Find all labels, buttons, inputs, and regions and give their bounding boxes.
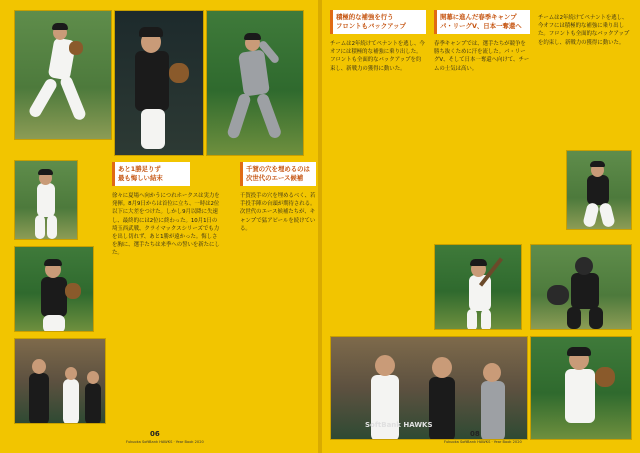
headline-box-front <box>330 10 426 34</box>
batter-photo <box>14 160 78 240</box>
team-event-photo <box>14 338 106 424</box>
body-text-front: チームは2年続けてペナントを逃し、今オフには積極的な補強に乗り出した。フロントも全面的なバックアップを約束し、新戦力の獲得に動いた。 <box>330 41 425 72</box>
pitcher-windup-photo <box>114 10 204 156</box>
headline-ace-line2: 次世代のエース候補 <box>246 173 304 182</box>
headline-box-ace <box>240 162 316 186</box>
body-text-column: 徐々に夏場へ向かうにつれホークスは実力を発揮。8月9日からは首位に立ち、一時は2位以下に大差をつけた。しかし9月以降に失速し、最終的には2位に終わった。10月1日の埼玉西武戦、クライマックスシリーズでも力を出し切れず、あと1勝が遠かった。悔しさを胸に、選手たちは来季への誓いを新たにした。 <box>112 193 220 257</box>
catch-celebration-photo <box>530 336 632 440</box>
headline-front-line2: フロントもバックアップ <box>336 21 406 30</box>
headline-ace-line1: 千賀の穴を埋めるのは <box>246 165 310 173</box>
pitcher-glove-photo <box>14 246 94 332</box>
fielder-crouch-photo <box>566 150 632 230</box>
body-text-camp: 春季キャンプでは、選手たちが競争を勝ち抜くために汗を流した。パ・リーグV、そして日本一奪還へ向けて、チームの士気は高い。 <box>434 41 530 72</box>
headline-camp-line1: 開幕に進んだ春季キャンプ <box>440 13 517 21</box>
batter-swing-photo <box>434 244 522 330</box>
headline-line2: 最も悔しい結末 <box>118 173 163 182</box>
page-number-left: 06 <box>150 430 160 438</box>
jersey-lettering: SoftBank HAWKS <box>365 421 433 429</box>
body-text-right-top: チームは2年続けてペナントを逃し、今オフには積極的な補強に乗り出した。フロントも全面的なバックアップを約束し、新戦力の獲得に動いた。 <box>538 15 630 46</box>
pitcher-gray-uniform-photo <box>206 10 304 156</box>
body-text-ace: 千賀投手の穴を埋めるべく、若手投手陣の台頭が期待される。次世代のエース候補たちが、キャンプで猛アピールを続けている。 <box>240 193 316 232</box>
page-number-right: 08 <box>470 430 480 438</box>
headline-box-camp <box>434 10 530 34</box>
headline-front-line1: 積極的な補強を行う <box>336 13 394 21</box>
headline-camp-line2: パ・リーグV、日本一奪還へ <box>440 21 522 30</box>
fan-interaction-photo <box>330 336 528 440</box>
pitcher-throwing-photo <box>14 10 112 140</box>
headline-line1: あと1勝足りず <box>118 165 161 173</box>
page-gutter <box>318 0 322 453</box>
footer-right: Fukuoka SoftBank HAWKS · Year Book 2020 <box>444 440 522 444</box>
headline-box <box>112 162 190 186</box>
catcher-photo <box>530 244 632 330</box>
footer-left: Fukuoka SoftBank HAWKS · Year Book 2020 <box>126 440 204 444</box>
